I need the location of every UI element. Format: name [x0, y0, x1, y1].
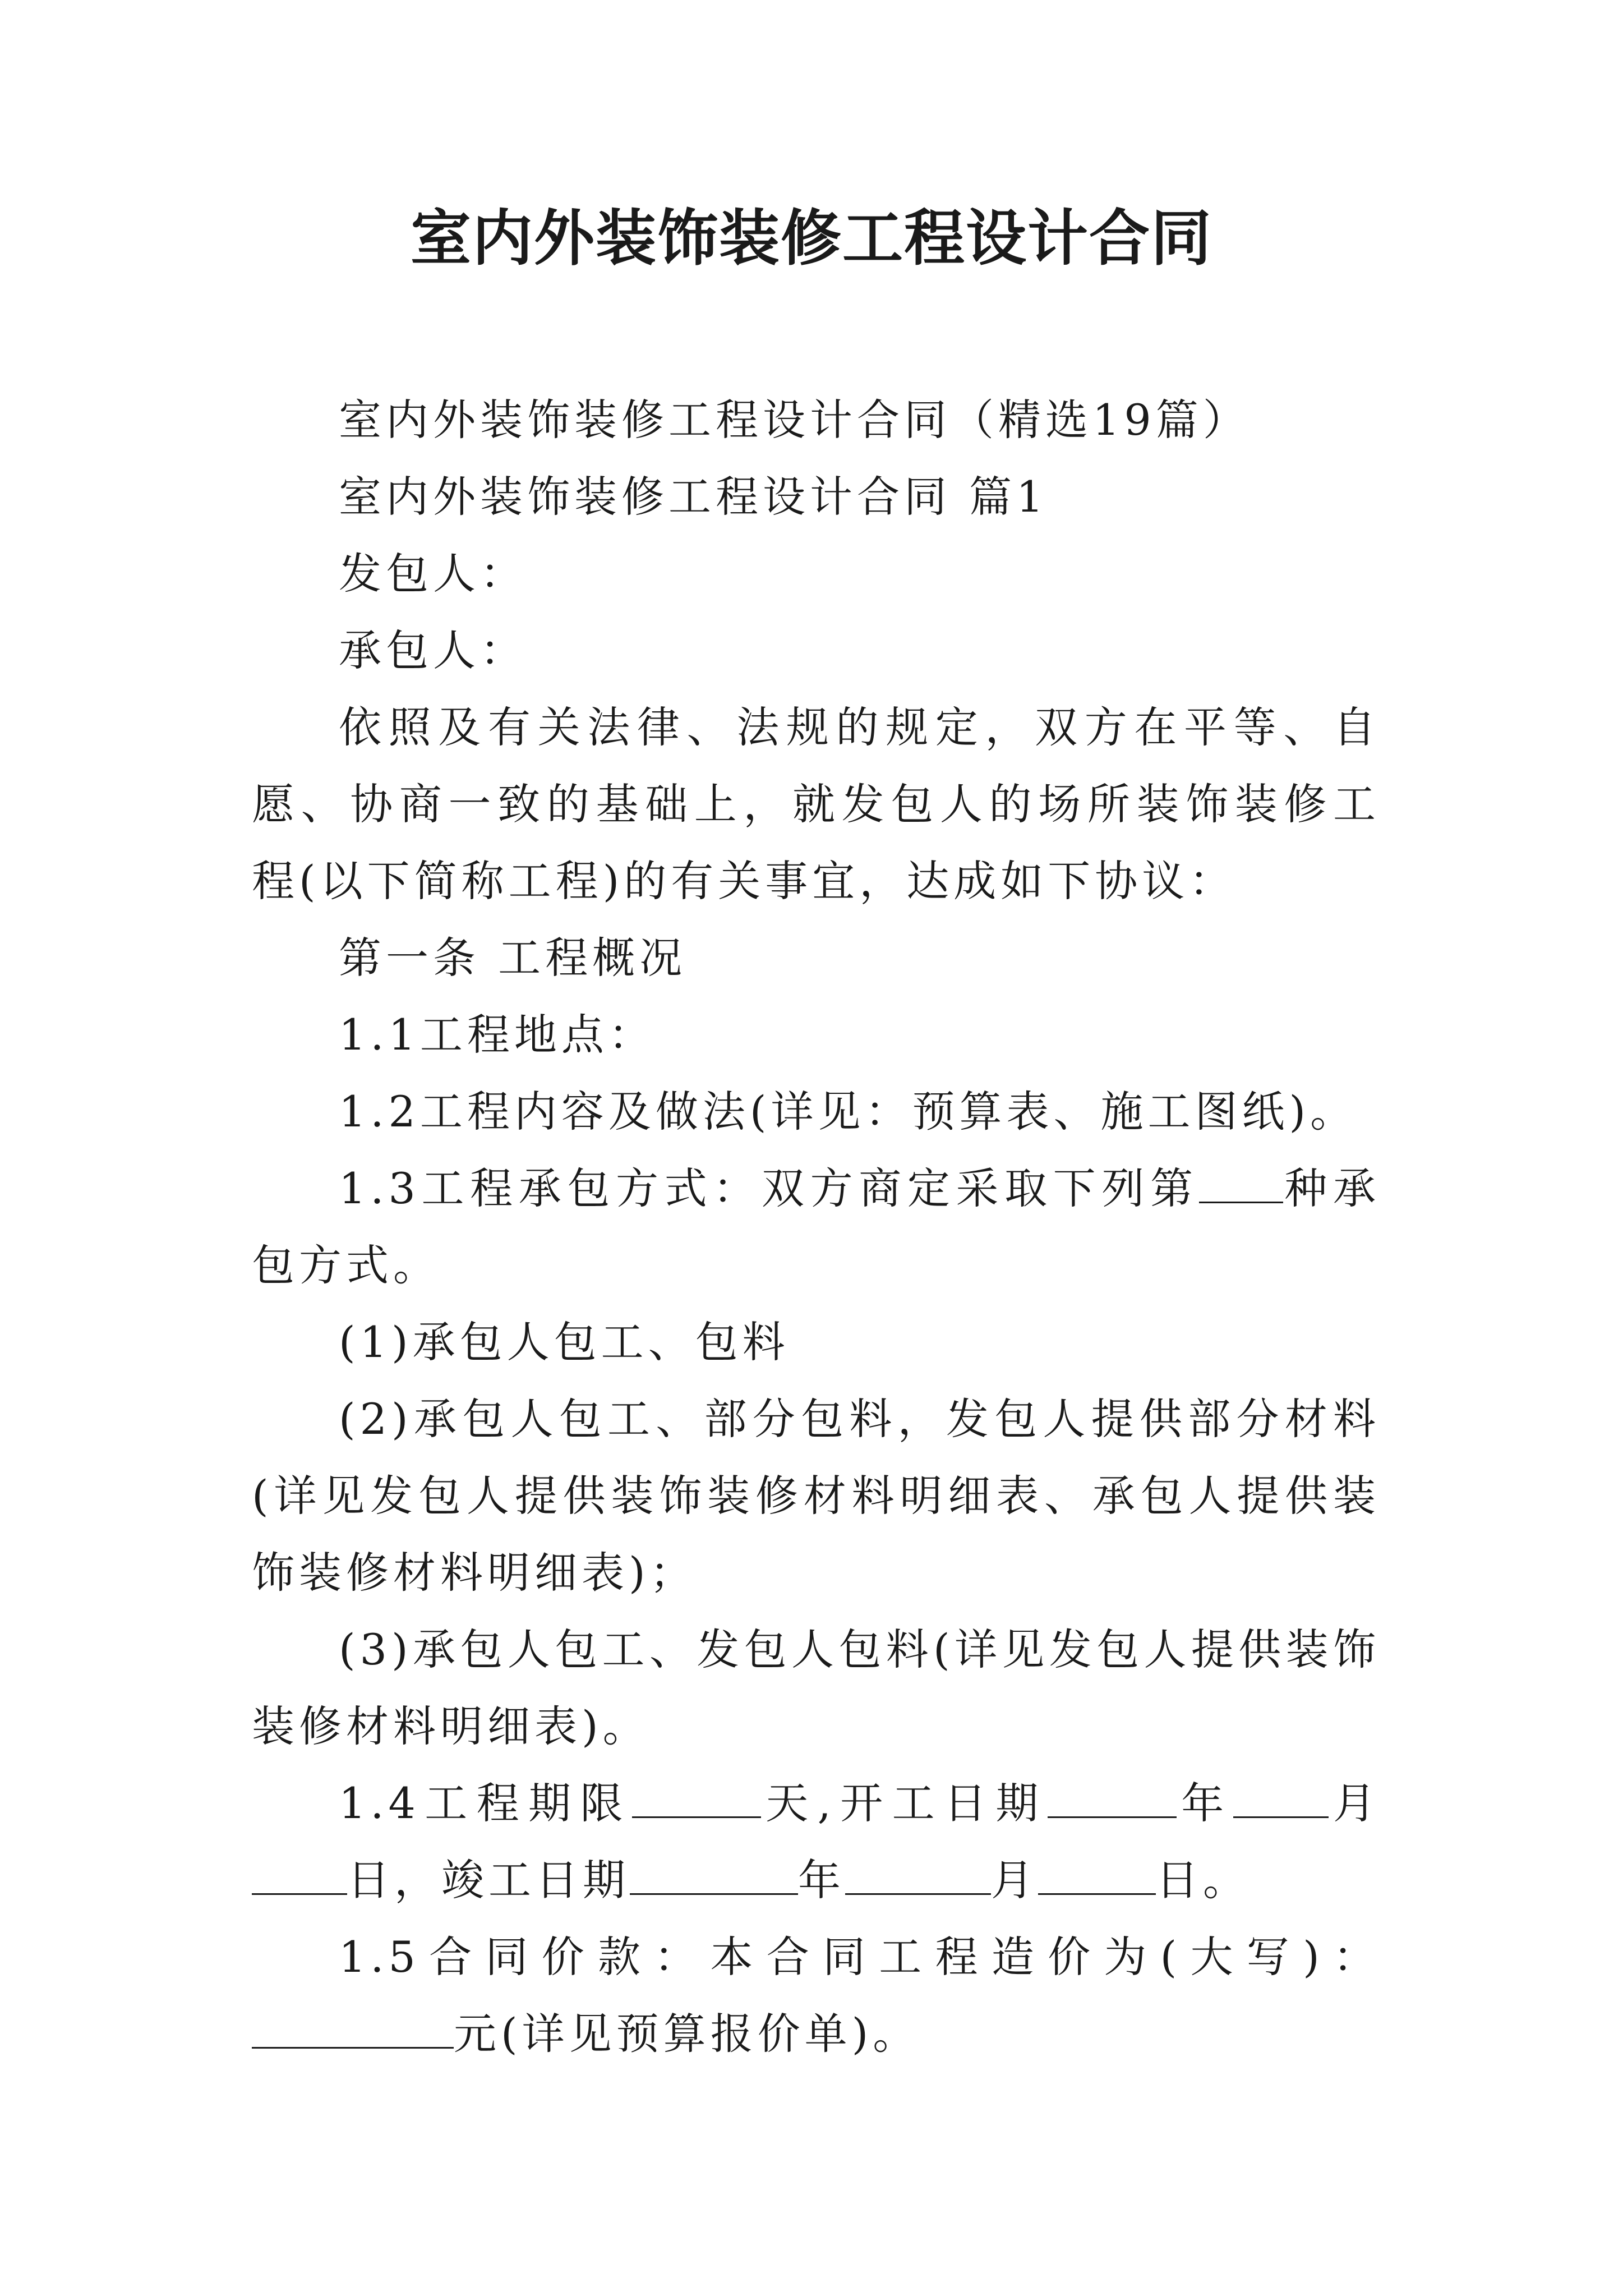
option-1: (1)承包人包工、包料 [339, 1317, 790, 1367]
party-b-line: 承包人： [339, 625, 527, 675]
item-1-4-year-2: 年 [798, 1855, 845, 1905]
item-1-4-day-2: 日。 [1156, 1855, 1250, 1905]
blank-end-month [845, 1854, 991, 1895]
blank-start-day [252, 1854, 347, 1895]
item-1-4 [252, 1765, 1380, 1918]
preamble-paragraph: 依照及有关法律、法规的规定，双方在平等、自愿、协商一致的基础上，就发包人的场所装饰装修工程(以下简称工程)的有关事宜，达成如下协议： [252, 702, 1380, 906]
blank-end-year [630, 1854, 798, 1895]
blank-start-month [1233, 1777, 1329, 1818]
subtitle: 室内外装饰装修工程设计合同（精选19篇） [339, 395, 1250, 445]
item-1-5-text-after: 元(详见预算报价单)。 [454, 2009, 920, 2059]
party-a-line: 发包人： [339, 549, 527, 599]
option-3: (3)承包人包工、发包人包料(详见发包人提供装饰装修材料明细表)。 [252, 1625, 1380, 1751]
article-1-heading: 第一条 工程概况 [339, 933, 687, 983]
item-1-4-day-1: 日，竣工日期 [347, 1855, 630, 1905]
section-heading: 室内外装饰装修工程设计合同 篇1 [339, 472, 1048, 522]
item-1-5 [252, 1918, 1380, 2072]
blank-start-year [1048, 1777, 1177, 1818]
document-body [252, 381, 1380, 2072]
item-1-5-text-before: 1.5合同价款：本合同工程造价为(大写)： [339, 1932, 1380, 1982]
item-1-3 [252, 1150, 1380, 1304]
blank-end-day [1038, 1854, 1156, 1895]
blank-contract-method [1199, 1162, 1283, 1203]
item-1-3-text-after: 种承包方式。 [252, 1163, 1380, 1290]
item-1-4-prefix: 1.4工程期限 [339, 1778, 632, 1828]
blank-duration-days [632, 1777, 761, 1818]
item-1-4-days-unit: 天,开工日期 [760, 1778, 1048, 1828]
item-1-2: 1.2工程内容及做法(详见：预算表、施工图纸)。 [339, 1087, 1358, 1137]
blank-contract-price [252, 2008, 454, 2049]
item-1-4-month-1: 月 [1328, 1778, 1380, 1828]
item-1-1: 1.1工程地点： [339, 1010, 656, 1060]
item-1-3-text-before: 1.3工程承包方式：双方商定采取下列第 [339, 1163, 1199, 1213]
item-1-4-month-2: 月 [991, 1855, 1038, 1905]
item-1-4-year-1: 年 [1176, 1778, 1233, 1828]
option-2: (2)承包人包工、部分包料，发包人提供部分材料(详见发包人提供装饰装修材料明细表、承包人提供装饰装修材料明细表)； [252, 1394, 1380, 1598]
document-title: 室内外装饰装修工程设计合同 [410, 203, 1212, 274]
